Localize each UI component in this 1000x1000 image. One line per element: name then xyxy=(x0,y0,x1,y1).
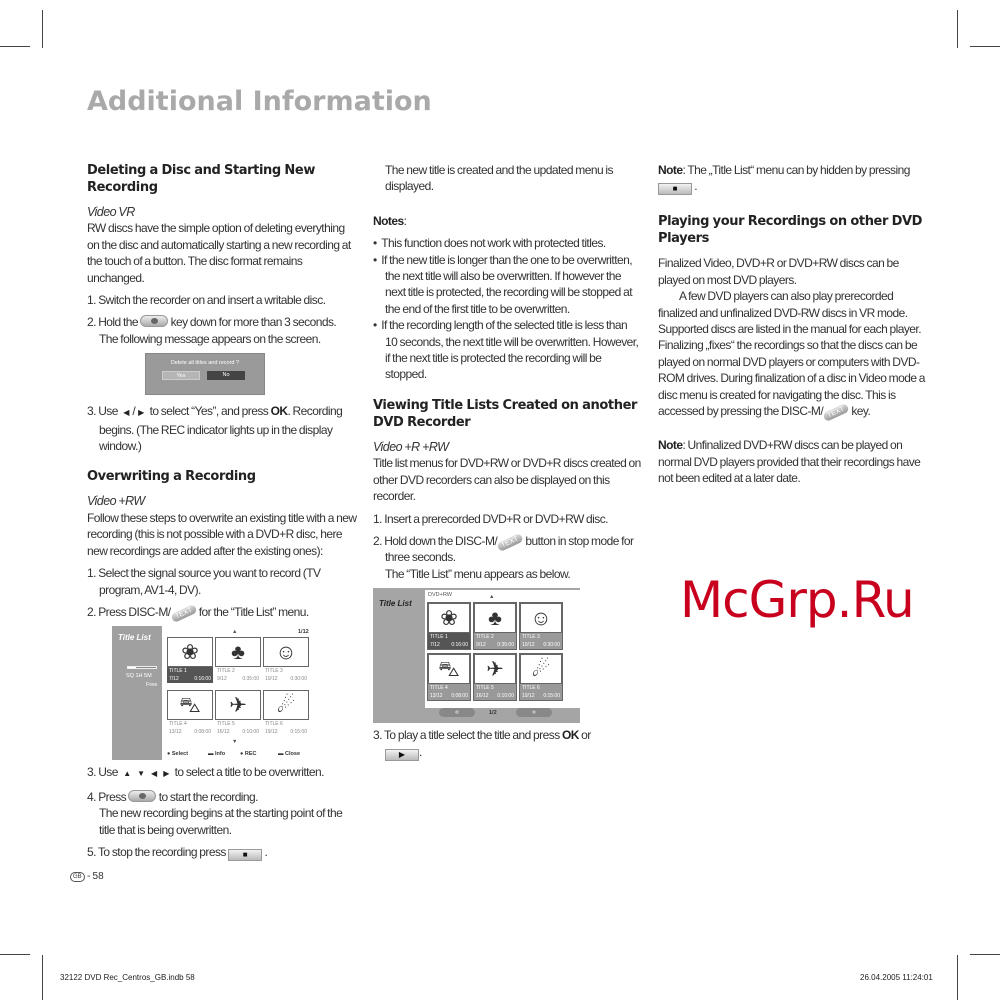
free-label: Free xyxy=(146,682,158,689)
legend-label: Info xyxy=(215,751,226,758)
record-button-icon xyxy=(140,315,168,327)
heading-playing-recordings: Playing your Recordings on other DVD Players xyxy=(658,214,923,247)
note-item: • If the recording length of the selected title is less than 10 seconds, the next title will be overwritten. However, if the next title is protected the recording will be stopped. xyxy=(373,318,639,382)
thumbnail-image: ⛍ xyxy=(428,654,470,684)
crop-mark xyxy=(0,46,30,47)
step-text: . Recording begins. (The REC indicator lights up in the display window.) xyxy=(99,404,343,454)
title-info xyxy=(428,692,470,700)
title-date: 7/12 xyxy=(430,642,440,649)
delete-dialog xyxy=(145,353,265,395)
punctuation: : xyxy=(403,213,407,228)
page-number-text: - 58 xyxy=(86,870,104,882)
step-text: 3. To play a title select the title and press xyxy=(373,728,560,743)
title-thumbnail xyxy=(167,637,213,683)
title-date: 16/12 xyxy=(217,729,230,736)
up-arrow-icon: ▲ xyxy=(489,594,495,601)
step: 1. Insert a prerecorded DVD+R or DVD+RW disc. xyxy=(373,511,608,526)
title-name: TITLE 4 xyxy=(169,721,187,728)
left-arrow-icon: ◀ xyxy=(123,408,130,418)
title-info xyxy=(474,692,516,700)
title-thumbnail xyxy=(215,690,261,736)
thumbnail-image: ❀ xyxy=(167,637,213,667)
next-page-button: » xyxy=(516,708,552,717)
thumbnail-image: ❀ xyxy=(428,603,470,633)
crop-mark xyxy=(957,955,958,1000)
step-text: to start the recording. xyxy=(158,789,258,804)
title-info xyxy=(215,675,261,683)
title-list-screenshot xyxy=(112,626,312,760)
punctuation: . xyxy=(264,844,268,859)
note xyxy=(658,437,926,486)
left-arrow-icon: ◀ xyxy=(151,769,158,779)
title-duration: 0:08:00 xyxy=(451,693,468,700)
note-text: : The „Title List“ menu can by hidden by pressing xyxy=(682,163,910,177)
thumbnail-image: ♣ xyxy=(474,603,516,633)
step: 1. Switch the recorder on and insert a writable disc. xyxy=(87,293,326,308)
title-list-sidebar xyxy=(112,626,162,760)
step-text: to select “Yes”, and press xyxy=(149,404,269,419)
title-thumbnail xyxy=(263,637,309,683)
page-indicator: 1/12 xyxy=(298,629,309,636)
mode-label: Video +RW xyxy=(87,494,145,509)
step-text: 4. Press xyxy=(87,789,127,804)
paragraph: RW discs have the simple option of deleting everything on the disc and automatically starting a new recording at the touch of a button. The disc format remains unchanged. xyxy=(87,221,351,285)
down-arrow-icon: ▼ xyxy=(137,769,146,779)
title-name: TITLE 1 xyxy=(169,668,187,675)
title-date: 9/12 xyxy=(476,642,486,649)
title-thumbnail xyxy=(473,602,517,650)
down-arrow-icon: ▼ xyxy=(232,739,238,746)
title-name: TITLE 6 xyxy=(265,721,283,728)
disc-type: DVD+RW xyxy=(428,592,452,599)
crop-mark xyxy=(970,46,1000,47)
title-list-screenshot xyxy=(373,588,580,723)
title-date: 9/12 xyxy=(217,676,227,683)
title-info xyxy=(474,641,516,649)
title-thumbnail xyxy=(519,653,563,701)
note-text: This function does not work with protected titles. xyxy=(381,236,606,251)
heading-deleting-disc: Deleting a Disc and Starting New Recording xyxy=(87,163,315,195)
title-duration: 0:15:00 xyxy=(543,693,560,700)
separator: / xyxy=(132,404,136,419)
step-text: 2. Hold the xyxy=(87,315,138,330)
step: 1. Select the signal source you want to record (TV program, AV1-4, DV). xyxy=(87,566,321,597)
step-text: 3. Use xyxy=(87,765,118,780)
legend-select: ● Select xyxy=(167,751,189,758)
page-number xyxy=(70,869,340,885)
note-item: • If the new title is longer than the one to be overwritten, the next title will also be overwritten. If however the next title is protected, the recording will be stopped at the end of the first title to be overwritten. xyxy=(373,252,633,316)
thumbnail-image: ✈ xyxy=(215,690,261,720)
title-list-heading: Title List xyxy=(118,633,151,643)
notes-label: Notes xyxy=(373,213,404,228)
thumbnail-image: ⛍ xyxy=(167,690,213,720)
title-thumbnail xyxy=(427,653,471,701)
page-indicator: 1/2 xyxy=(489,710,497,717)
dialog-message: Delete all titles and record ? xyxy=(170,360,240,367)
title-info xyxy=(428,641,470,649)
space-bar xyxy=(127,666,157,669)
title-thumbnail xyxy=(473,653,517,701)
legend-rec: ● REC xyxy=(240,751,257,758)
title-duration: 0:35:00 xyxy=(242,676,259,683)
step-text: key down for more than 3 seconds. xyxy=(170,315,337,330)
step xyxy=(87,789,357,838)
step-text: The following message appears on the screen. xyxy=(99,331,321,346)
title-info xyxy=(520,641,562,649)
print-file-info: 32122 DVD Rec_Centros_GB.indb 58 xyxy=(60,973,195,982)
title-name: TITLE 2 xyxy=(217,668,235,675)
title-info xyxy=(520,692,562,700)
title-info xyxy=(263,728,309,736)
paragraph: Finalized Video, DVD+R or DVD+RW discs can be played on most DVD players. xyxy=(658,256,899,287)
thumbnail-image: ☄ xyxy=(520,654,562,684)
title-date: 7/12 xyxy=(169,676,179,683)
note-text: If the new title is longer than the one to be overwritten, the next title will also be overwritten. If however the next title is protected, the recording will be stopped at the end of the first title to be overwritten. xyxy=(381,252,633,316)
step xyxy=(373,533,641,582)
print-timestamp: 26.04.2005 11:24:01 xyxy=(860,973,933,982)
stop-button-icon: ■ xyxy=(658,183,692,195)
title-thumbnail xyxy=(215,637,261,683)
crop-mark xyxy=(42,955,43,1000)
title-thumbnail xyxy=(167,690,213,736)
punctuation: . xyxy=(694,179,698,194)
step xyxy=(87,403,357,454)
step-text: 2. Press DISC-M/ xyxy=(87,604,171,619)
step-text: 5. To stop the recording press xyxy=(87,844,226,859)
yes-button: Yes xyxy=(162,371,200,380)
thumbnail-image: ☺ xyxy=(520,603,562,633)
legend-info: ▬ Info xyxy=(208,751,226,758)
no-button: No xyxy=(207,371,245,380)
text-key-icon: TEXT xyxy=(497,533,524,552)
legend-close: ▬ Close xyxy=(278,751,301,758)
up-arrow-icon: ▲ xyxy=(123,769,132,779)
right-arrow-icon: ▶ xyxy=(163,769,170,779)
up-arrow-icon: ▲ xyxy=(232,629,238,636)
title-date: 10/12 xyxy=(522,642,535,649)
record-button-icon xyxy=(128,790,156,802)
title-date: 10/12 xyxy=(265,676,278,683)
mode-label: Video +R +RW xyxy=(373,439,449,454)
right-arrow-icon: ▶ xyxy=(138,408,145,418)
notes-list xyxy=(373,235,641,383)
note xyxy=(658,162,926,195)
title-duration: 0:30:00 xyxy=(290,676,307,683)
title-date: 13/12 xyxy=(169,729,182,736)
title-name: TITLE 5 xyxy=(217,721,235,728)
note-label: Note xyxy=(658,438,683,453)
step xyxy=(87,844,357,861)
title-name: TITLE 2 xyxy=(476,634,494,641)
title-duration: 0:30:00 xyxy=(543,642,560,649)
title-thumbnail xyxy=(519,602,563,650)
ok-key: OK xyxy=(561,728,579,743)
paragraph: The new title is created and the updated menu is displayed. xyxy=(385,163,613,194)
title-name: TITLE 3 xyxy=(265,668,283,675)
step-text: for the “Title List” menu. xyxy=(198,604,309,619)
step-text: or xyxy=(581,728,591,743)
title-date: 19/12 xyxy=(522,693,535,700)
region-badge: GB xyxy=(70,872,85,882)
stop-button-icon: ■ xyxy=(228,849,262,861)
paragraph: Title list menus for DVD+RW or DVD+R discs created on other DVD recorders can also be displayed on this recorder. xyxy=(373,456,641,504)
column-3 xyxy=(658,162,926,487)
title-list-heading: Title List xyxy=(379,599,412,609)
step-text: 3. Use xyxy=(87,404,118,419)
title-date: 16/12 xyxy=(476,693,489,700)
column-2 xyxy=(373,162,641,761)
title-duration: 0:08:00 xyxy=(194,729,211,736)
crop-mark xyxy=(42,10,43,48)
title-info xyxy=(167,728,213,736)
prev-page-button: « xyxy=(439,708,475,717)
thumbnail-image: ☄ xyxy=(263,690,309,720)
heading-overwriting: Overwriting a Recording xyxy=(87,469,256,485)
watermark: McGrp.Ru xyxy=(680,571,914,629)
title-name: TITLE 1 xyxy=(430,634,448,641)
text-key-icon: TEXT xyxy=(170,604,197,623)
mode-label: Video VR xyxy=(87,205,135,219)
title-info xyxy=(263,675,309,683)
title-name: TITLE 4 xyxy=(430,685,448,692)
legend-label: REC xyxy=(244,751,257,758)
title-duration: 0:16:00 xyxy=(451,642,468,649)
note-text: : Unfinalized DVD+RW discs can be played on normal DVD players provided that their recordings have not been edited at a later date. xyxy=(658,438,921,486)
free-space: SQ 1H 5M xyxy=(126,673,152,680)
notes-heading xyxy=(373,213,641,229)
step xyxy=(87,764,357,782)
title-info xyxy=(167,675,213,683)
note-label: Note xyxy=(658,163,683,177)
thumbnail-image: ✈ xyxy=(474,654,516,684)
heading-viewing-title-lists: Viewing Title Lists Created on another DVD Recorder xyxy=(373,397,638,430)
note-item: • This function does not work with protected titles. xyxy=(373,236,606,251)
paragraph xyxy=(658,288,926,419)
page-title: Additional Information xyxy=(87,86,432,117)
column-1 xyxy=(73,162,357,885)
step xyxy=(373,727,641,760)
title-duration: 0:35:00 xyxy=(497,642,514,649)
thumbnail-image: ♣ xyxy=(215,637,261,667)
title-info xyxy=(215,728,261,736)
title-duration: 0:10:00 xyxy=(242,729,259,736)
step-text: 2. Hold down the DISC-M/ xyxy=(373,533,498,548)
play-button-icon: ▶ xyxy=(385,749,419,761)
title-name: TITLE 6 xyxy=(522,685,540,692)
step-text: button in stop mode for three seconds. xyxy=(385,533,634,565)
text-key-icon: TEXT xyxy=(822,403,849,422)
step-text: to select a title to be overwritten. xyxy=(174,765,324,780)
crop-mark xyxy=(957,10,958,48)
title-name: TITLE 5 xyxy=(476,685,494,692)
title-date: 19/12 xyxy=(265,729,278,736)
step xyxy=(87,314,357,347)
title-duration: 0:15:00 xyxy=(290,729,307,736)
thumbnail-image: ☺ xyxy=(263,637,309,667)
title-thumbnail xyxy=(263,690,309,736)
title-name: TITLE 3 xyxy=(522,634,540,641)
paragraph-text: A few DVD players can also play prerecorded finalized and unfinalized DVD-RW discs in VR mode. Supported discs are listed in the manual for each player. Finalizing „fixes“ the recordings so that the discs can be played on normal DVD players or computers with DVD-ROM drives. During finalization of a disc in Video mode a disc menu is created for navigating the disc. This is accessed by pressing the DISC-M/ xyxy=(658,289,925,419)
title-thumbnail xyxy=(427,602,471,650)
legend-label: Select xyxy=(171,751,189,758)
note-text: If the recording length of the selected title is less than 10 seconds, the next title will be overwritten. However, if the next title is protected the recording will be stopped. xyxy=(381,318,639,382)
paragraph-text: key. xyxy=(851,404,871,419)
title-duration: 0:10:00 xyxy=(497,693,514,700)
crop-mark xyxy=(0,954,30,955)
step-text: The “Title List” menu appears as below. xyxy=(385,566,571,581)
punctuation: . xyxy=(419,744,422,759)
ok-key: OK xyxy=(270,404,288,419)
crop-mark xyxy=(970,954,1000,955)
title-duration: 0:16:00 xyxy=(194,676,211,683)
paragraph: Follow these steps to overwrite an existing title with a new recording (this is not possible with a DVD+R disc, here new recordings are added after the existing ones): xyxy=(87,510,357,558)
title-date: 13/12 xyxy=(430,693,443,700)
legend-label: Close xyxy=(285,751,301,758)
step xyxy=(87,604,357,620)
step-text: The new recording begins at the starting point of the title that is being overwritten. xyxy=(99,806,343,837)
